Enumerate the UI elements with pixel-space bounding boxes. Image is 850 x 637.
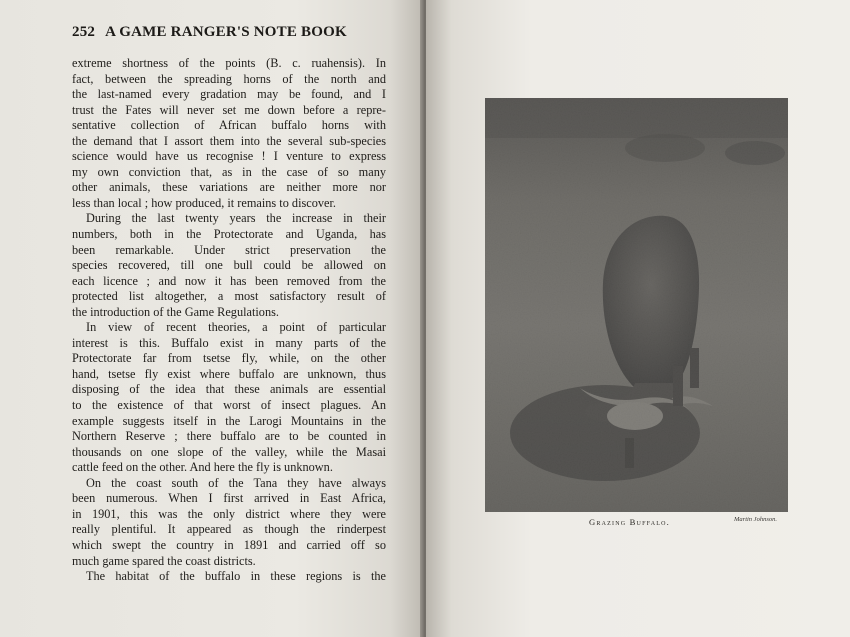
text-line: much game spared the coast districts. (72, 553, 256, 568)
text-line: Northern Reserve ; there buffalo are to be counted in (72, 429, 386, 444)
text-line: species recovered, till one bull could be allowed on (72, 258, 386, 273)
text-line: which swept the country in 1891 and carried off so (72, 537, 386, 552)
text-line: to the existence of that worst of insect plagues. An (72, 398, 386, 413)
text-line: the demand that I assort them into the several sub-species (72, 133, 386, 148)
text-line: hand, tsetse fly exist where buffalo are unknown, thus (72, 366, 386, 381)
buffalo-photo-illustration (485, 98, 788, 512)
photo-credit: Martin Johnson. (734, 516, 777, 523)
text-line: trust the Fates will never set me down before a repre- (72, 102, 386, 117)
text-line: the introduction of the Game Regulations. (72, 304, 279, 319)
text-line: less than local ; how produced, it remains to discover. (72, 195, 336, 210)
page-number: 252 (72, 24, 96, 40)
photo-caption: Grazing Buffalo. (589, 517, 670, 527)
text-line: Protectorate far from tsetse fly, while, on the other (72, 351, 386, 366)
text-line: fact, between the spreading horns of the north and (72, 71, 386, 86)
text-line: numbers, both in the Protectorate and Uganda, has (72, 227, 386, 242)
text-line: protected list altogether, a most satisfactory result of (72, 289, 386, 304)
text-line: been numerous. When I first arrived in East Africa, (72, 491, 386, 506)
running-head-title: A GAME RANGER'S NOTE BOOK (105, 24, 347, 40)
text-line: In view of recent theories, a point of particular (86, 320, 386, 335)
text-line: science would have us recognise ! I venture to express (72, 149, 386, 164)
text-line: disposing of the idea that these animals are essential (72, 382, 386, 397)
left-page (0, 0, 424, 637)
text-line: my own conviction that, as in the case of so many (72, 164, 386, 179)
text-line: The habitat of the buffalo in these regions is the (86, 569, 386, 584)
body-text (72, 56, 386, 585)
text-line: sentative collection of African buffalo horns with (72, 118, 386, 133)
text-line: in 1901, this was the only district where they were (72, 506, 386, 521)
text-line: During the last twenty years the increase in their (86, 211, 386, 226)
text-line: interest is this. Buffalo exist in many parts of the (72, 335, 386, 350)
text-line: the last-named every gradation may be found, and I (72, 87, 386, 102)
text-line: extreme shortness of the points (B. c. ruahensis). In (72, 56, 386, 70)
text-line: really plentiful. It appeared as though the rinderpest (72, 522, 386, 537)
text-line: example suggests itself in the Larogi Mountains in the (72, 413, 386, 428)
buffalo-photograph (485, 98, 788, 512)
text-line: On the coast south of the Tana they have always (86, 475, 386, 490)
text-line: other animals, these variations are neither more nor (72, 180, 386, 195)
text-line: cattle feed on the other. And here the fly is unknown. (72, 460, 333, 475)
running-head (72, 24, 392, 41)
text-line: thousands on one slope of the valley, while the Masai (72, 444, 386, 459)
text-line: been remarkable. Under strict preservation the (72, 242, 386, 257)
text-line: each licence ; and now it has been removed from the (72, 273, 386, 288)
